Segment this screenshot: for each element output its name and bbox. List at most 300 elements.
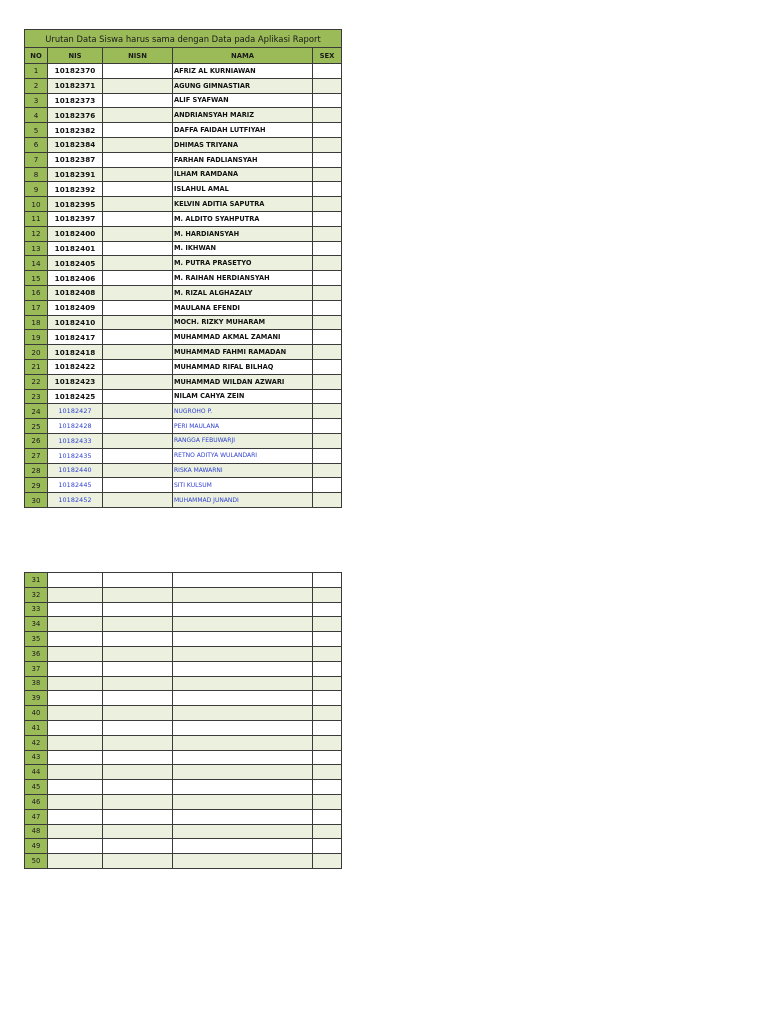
cell-nis[interactable]: 10182397	[48, 211, 103, 226]
cell-sex[interactable]	[313, 93, 342, 108]
cell-nis[interactable]	[48, 602, 103, 617]
cell-nisn[interactable]	[103, 64, 173, 79]
cell-nama[interactable]: MAULANA EFENDI	[173, 300, 313, 315]
cell-nisn[interactable]	[103, 345, 173, 360]
cell-no: 45	[25, 780, 48, 795]
cell-nis[interactable]: 10182452	[48, 493, 103, 508]
blank-row	[25, 765, 342, 780]
cell-nama[interactable]	[173, 794, 313, 809]
cell-nisn[interactable]	[103, 197, 173, 212]
table-row	[25, 389, 342, 404]
cell-nama[interactable]: AFRIZ AL KURNIAWAN	[173, 64, 313, 79]
cell-nis[interactable]: 10182427	[48, 404, 103, 419]
cell-nama[interactable]	[173, 646, 313, 661]
table-row	[25, 137, 342, 152]
cell-nisn[interactable]	[103, 809, 173, 824]
cell-no[interactable]: 17	[25, 300, 48, 315]
cell-nisn[interactable]	[103, 676, 173, 691]
cell-sex[interactable]	[313, 661, 342, 676]
cell-sex[interactable]	[313, 824, 342, 839]
cell-no[interactable]: 1	[25, 64, 48, 79]
cell-nama[interactable]: KELVIN ADITIA SAPUTRA	[173, 197, 313, 212]
cell-sex[interactable]	[313, 676, 342, 691]
cell-nama[interactable]: MUHAMMAD AKMAL ZAMANI	[173, 330, 313, 345]
cell-nisn[interactable]	[103, 478, 173, 493]
cell-sex[interactable]	[313, 587, 342, 602]
table-row	[25, 256, 342, 271]
cell-nis[interactable]	[48, 617, 103, 632]
cell-no: 36	[25, 646, 48, 661]
cell-no[interactable]: 6	[25, 137, 48, 152]
cell-nis[interactable]: 10182435	[48, 448, 103, 463]
table-row	[25, 123, 342, 138]
cell-nis[interactable]: 10182373	[48, 93, 103, 108]
cell-nama[interactable]	[173, 632, 313, 647]
cell-nis[interactable]	[48, 750, 103, 765]
blank-row	[25, 587, 342, 602]
cell-sex[interactable]	[313, 720, 342, 735]
cell-nis[interactable]	[48, 646, 103, 661]
cell-sex[interactable]	[313, 315, 342, 330]
cell-nisn[interactable]	[103, 285, 173, 300]
cell-nisn[interactable]	[103, 617, 173, 632]
cell-nama[interactable]	[173, 676, 313, 691]
cell-nisn[interactable]	[103, 433, 173, 448]
cell-no[interactable]: 19	[25, 330, 48, 345]
cell-nama[interactable]	[173, 824, 313, 839]
cell-nama[interactable]	[173, 854, 313, 869]
cell-sex[interactable]	[313, 152, 342, 167]
cell-nisn[interactable]	[103, 780, 173, 795]
table-row	[25, 345, 342, 360]
cell-nis[interactable]: 10182391	[48, 167, 103, 182]
cell-sex[interactable]	[313, 691, 342, 706]
table-row	[25, 463, 342, 478]
table-row	[25, 78, 342, 93]
cell-nama[interactable]: ALIF SYAFWAN	[173, 93, 313, 108]
cell-nisn[interactable]	[103, 93, 173, 108]
cell-sex[interactable]	[313, 448, 342, 463]
cell-nama[interactable]: ISLAHUL AMAL	[173, 182, 313, 197]
table-row	[25, 433, 342, 448]
cell-nisn[interactable]	[103, 152, 173, 167]
cell-nama[interactable]	[173, 735, 313, 750]
blank-row	[25, 750, 342, 765]
cell-no[interactable]: 18	[25, 315, 48, 330]
cell-nama[interactable]: FARHAN FADLIANSYAH	[173, 152, 313, 167]
cell-nama[interactable]	[173, 720, 313, 735]
cell-nisn[interactable]	[103, 448, 173, 463]
cell-nisn[interactable]	[103, 211, 173, 226]
cell-nama[interactable]: M. RIZAL ALGHAZALY	[173, 285, 313, 300]
cell-nama[interactable]	[173, 587, 313, 602]
cell-no[interactable]: 20	[25, 345, 48, 360]
cell-nisn[interactable]	[103, 735, 173, 750]
cell-sex[interactable]	[313, 646, 342, 661]
blank-row	[25, 706, 342, 721]
cell-no: 34	[25, 617, 48, 632]
cell-sex[interactable]	[313, 794, 342, 809]
cell-sex[interactable]	[313, 602, 342, 617]
cell-nama[interactable]	[173, 573, 313, 588]
cell-nis[interactable]: 10182408	[48, 285, 103, 300]
cell-nis[interactable]: 10182400	[48, 226, 103, 241]
cell-nama[interactable]: RANGGA FEBUWARJI	[173, 433, 313, 448]
cell-nis[interactable]: 10182395	[48, 197, 103, 212]
cell-sex[interactable]	[313, 706, 342, 721]
cell-no: 42	[25, 735, 48, 750]
cell-nama[interactable]: MUHAMMAD FAHMI RAMADAN	[173, 345, 313, 360]
cell-nis[interactable]: 10182423	[48, 374, 103, 389]
cell-nama[interactable]: NILAM CAHYA ZEIN	[173, 389, 313, 404]
cell-nis[interactable]	[48, 720, 103, 735]
cell-nis[interactable]	[48, 691, 103, 706]
cell-sex[interactable]	[313, 285, 342, 300]
cell-nis[interactable]: 10182433	[48, 433, 103, 448]
cell-nis[interactable]: 10182401	[48, 241, 103, 256]
cell-no[interactable]: 7	[25, 152, 48, 167]
cell-nisn[interactable]	[103, 691, 173, 706]
table-row	[25, 285, 342, 300]
cell-no: 35	[25, 632, 48, 647]
cell-sex[interactable]	[313, 256, 342, 271]
cell-no[interactable]: 13	[25, 241, 48, 256]
table-row	[25, 271, 342, 286]
cell-nis[interactable]	[48, 676, 103, 691]
cell-no: 44	[25, 765, 48, 780]
cell-nisn[interactable]	[103, 493, 173, 508]
cell-nis[interactable]: 10182392	[48, 182, 103, 197]
cell-sex[interactable]	[313, 433, 342, 448]
cell-nisn[interactable]	[103, 256, 173, 271]
cell-no: 49	[25, 839, 48, 854]
cell-nama[interactable]: RISKA MAWARNI	[173, 463, 313, 478]
cell-nisn[interactable]	[103, 137, 173, 152]
table-row	[25, 152, 342, 167]
cell-sex[interactable]	[313, 493, 342, 508]
cell-sex[interactable]	[313, 854, 342, 869]
cell-no[interactable]: 8	[25, 167, 48, 182]
cell-no[interactable]: 15	[25, 271, 48, 286]
cell-nisn[interactable]	[103, 271, 173, 286]
cell-nis[interactable]: 10182370	[48, 64, 103, 79]
cell-nis[interactable]: 10182418	[48, 345, 103, 360]
blank-row	[25, 691, 342, 706]
blank-row	[25, 794, 342, 809]
cell-nama[interactable]: MUHAMMAD JUNANDI	[173, 493, 313, 508]
cell-no: 50	[25, 854, 48, 869]
cell-nama[interactable]	[173, 765, 313, 780]
cell-sex[interactable]	[313, 64, 342, 79]
cell-nis[interactable]: 10182425	[48, 389, 103, 404]
cell-nama[interactable]: M. PUTRA PRASETYO	[173, 256, 313, 271]
cell-sex[interactable]	[313, 839, 342, 854]
cell-nis[interactable]	[48, 735, 103, 750]
cell-no[interactable]: 14	[25, 256, 48, 271]
cell-no: 48	[25, 824, 48, 839]
cell-no: 37	[25, 661, 48, 676]
cell-nis[interactable]	[48, 809, 103, 824]
cell-nis[interactable]: 10182406	[48, 271, 103, 286]
cell-sex[interactable]	[313, 197, 342, 212]
cell-nama[interactable]	[173, 661, 313, 676]
table-row	[25, 182, 342, 197]
cell-sex[interactable]	[313, 632, 342, 647]
cell-sex[interactable]	[313, 271, 342, 286]
cell-nis[interactable]: 10182384	[48, 137, 103, 152]
cell-nama[interactable]: DHIMAS TRIYANA	[173, 137, 313, 152]
cell-no[interactable]: 24	[25, 404, 48, 419]
cell-no[interactable]: 30	[25, 493, 48, 508]
cell-nisn[interactable]	[103, 108, 173, 123]
blank-row	[25, 617, 342, 632]
cell-sex[interactable]	[313, 419, 342, 434]
student-table	[24, 29, 342, 508]
blank-row	[25, 661, 342, 676]
cell-nis[interactable]: 10182440	[48, 463, 103, 478]
blank-row	[25, 646, 342, 661]
header-no: NO	[25, 48, 48, 64]
cell-nis[interactable]	[48, 632, 103, 647]
cell-nama[interactable]	[173, 839, 313, 854]
cell-sex[interactable]	[313, 573, 342, 588]
cell-nisn[interactable]	[103, 750, 173, 765]
table-row	[25, 448, 342, 463]
cell-no: 32	[25, 587, 48, 602]
blank-row	[25, 809, 342, 824]
cell-nis[interactable]: 10182382	[48, 123, 103, 138]
cell-nis[interactable]: 10182410	[48, 315, 103, 330]
cell-nama[interactable]: M. ALDITO SYAHPUTRA	[173, 211, 313, 226]
cell-no[interactable]: 3	[25, 93, 48, 108]
cell-nis[interactable]	[48, 765, 103, 780]
cell-no[interactable]: 29	[25, 478, 48, 493]
cell-nama[interactable]	[173, 602, 313, 617]
cell-nisn[interactable]	[103, 661, 173, 676]
cell-nisn[interactable]	[103, 404, 173, 419]
cell-nis[interactable]	[48, 661, 103, 676]
cell-sex[interactable]	[313, 389, 342, 404]
table-row	[25, 93, 342, 108]
cell-nis[interactable]: 10182409	[48, 300, 103, 315]
blank-row	[25, 676, 342, 691]
cell-sex[interactable]	[313, 345, 342, 360]
cell-nisn[interactable]	[103, 839, 173, 854]
cell-no: 43	[25, 750, 48, 765]
blank-row	[25, 573, 342, 588]
cell-sex[interactable]	[313, 108, 342, 123]
cell-sex[interactable]	[313, 182, 342, 197]
table-row	[25, 419, 342, 434]
cell-nis[interactable]	[48, 573, 103, 588]
cell-nisn[interactable]	[103, 78, 173, 93]
cell-nis[interactable]: 10182428	[48, 419, 103, 434]
cell-nama[interactable]	[173, 809, 313, 824]
cell-nisn[interactable]	[103, 463, 173, 478]
cell-nisn[interactable]	[103, 794, 173, 809]
cell-sex[interactable]	[313, 359, 342, 374]
cell-nama[interactable]	[173, 706, 313, 721]
cell-sex[interactable]	[313, 463, 342, 478]
cell-nisn[interactable]	[103, 389, 173, 404]
cell-nis[interactable]	[48, 587, 103, 602]
cell-nisn[interactable]	[103, 419, 173, 434]
cell-nisn[interactable]	[103, 587, 173, 602]
cell-no: 33	[25, 602, 48, 617]
table-row	[25, 226, 342, 241]
header-nis: NIS	[48, 48, 103, 64]
cell-no[interactable]: 12	[25, 226, 48, 241]
cell-nis[interactable]: 10182376	[48, 108, 103, 123]
cell-sex[interactable]	[313, 167, 342, 182]
blank-student-table	[24, 572, 342, 869]
cell-no[interactable]: 27	[25, 448, 48, 463]
cell-no[interactable]: 9	[25, 182, 48, 197]
cell-nis[interactable]: 10182387	[48, 152, 103, 167]
cell-no: 40	[25, 706, 48, 721]
cell-sex[interactable]	[313, 226, 342, 241]
table-row	[25, 404, 342, 419]
blank-row	[25, 780, 342, 795]
cell-nis[interactable]	[48, 780, 103, 795]
cell-sex[interactable]	[313, 330, 342, 345]
cell-nisn[interactable]	[103, 374, 173, 389]
cell-nama[interactable]: MOCH. RIZKY MUHARAM	[173, 315, 313, 330]
cell-sex[interactable]	[313, 123, 342, 138]
cell-sex[interactable]	[313, 750, 342, 765]
blank-row	[25, 720, 342, 735]
cell-nis[interactable]: 10182417	[48, 330, 103, 345]
cell-sex[interactable]	[313, 374, 342, 389]
cell-no: 46	[25, 794, 48, 809]
table-row	[25, 197, 342, 212]
cell-nama[interactable]: M. HARDIANSYAH	[173, 226, 313, 241]
cell-sex[interactable]	[313, 300, 342, 315]
cell-nisn[interactable]	[103, 573, 173, 588]
cell-nisn[interactable]	[103, 241, 173, 256]
cell-nisn[interactable]	[103, 315, 173, 330]
cell-nisn[interactable]	[103, 646, 173, 661]
cell-sex[interactable]	[313, 78, 342, 93]
cell-nisn[interactable]	[103, 632, 173, 647]
cell-nisn[interactable]	[103, 226, 173, 241]
cell-nama[interactable]: RETNO ADITYA WULANDARI	[173, 448, 313, 463]
header-row	[25, 48, 342, 64]
cell-sex[interactable]	[313, 211, 342, 226]
cell-no[interactable]: 22	[25, 374, 48, 389]
blank-row	[25, 602, 342, 617]
cell-nis[interactable]	[48, 824, 103, 839]
cell-sex[interactable]	[313, 617, 342, 632]
cell-no: 47	[25, 809, 48, 824]
cell-nama[interactable]	[173, 750, 313, 765]
cell-no[interactable]: 2	[25, 78, 48, 93]
cell-nama[interactable]: DAFFA FAIDAH LUTFIYAH	[173, 123, 313, 138]
table-row	[25, 300, 342, 315]
cell-sex[interactable]	[313, 241, 342, 256]
cell-nis[interactable]: 10182371	[48, 78, 103, 93]
cell-nis[interactable]	[48, 854, 103, 869]
table-row	[25, 493, 342, 508]
cell-nisn[interactable]	[103, 167, 173, 182]
cell-nisn[interactable]	[103, 602, 173, 617]
cell-no[interactable]: 16	[25, 285, 48, 300]
table-row	[25, 241, 342, 256]
header-sex: SEX	[313, 48, 342, 64]
header-nisn: NISN	[103, 48, 173, 64]
cell-nama[interactable]: ANDRIANSYAH MARIZ	[173, 108, 313, 123]
cell-nama[interactable]: MUHAMMAD RIFAL BILHAQ	[173, 359, 313, 374]
cell-nisn[interactable]	[103, 720, 173, 735]
cell-nis[interactable]	[48, 706, 103, 721]
cell-nisn[interactable]	[103, 765, 173, 780]
cell-sex[interactable]	[313, 809, 342, 824]
cell-nama[interactable]: PERI MAULANA	[173, 419, 313, 434]
cell-nisn[interactable]	[103, 123, 173, 138]
table-row	[25, 108, 342, 123]
cell-no[interactable]: 23	[25, 389, 48, 404]
cell-nama[interactable]: M. RAIHAN HERDIANSYAH	[173, 271, 313, 286]
cell-nis[interactable]: 10182422	[48, 359, 103, 374]
sheet-title: Urutan Data Siswa harus sama dengan Data pada Aplikasi Raport	[25, 30, 342, 48]
cell-nis[interactable]	[48, 794, 103, 809]
cell-sex[interactable]	[313, 478, 342, 493]
cell-nama[interactable]: SITI KULSUM	[173, 478, 313, 493]
cell-nis[interactable]: 10182405	[48, 256, 103, 271]
cell-nisn[interactable]	[103, 300, 173, 315]
cell-sex[interactable]	[313, 404, 342, 419]
cell-nama[interactable]	[173, 780, 313, 795]
cell-nama[interactable]	[173, 617, 313, 632]
cell-sex[interactable]	[313, 137, 342, 152]
cell-no: 41	[25, 720, 48, 735]
cell-nama[interactable]: MUHAMMAD WILDAN AZWARI	[173, 374, 313, 389]
cell-no[interactable]: 21	[25, 359, 48, 374]
cell-nisn[interactable]	[103, 359, 173, 374]
cell-no[interactable]: 11	[25, 211, 48, 226]
cell-sex[interactable]	[313, 735, 342, 750]
table-row	[25, 359, 342, 374]
cell-nisn[interactable]	[103, 182, 173, 197]
cell-nis[interactable]	[48, 839, 103, 854]
cell-nisn[interactable]	[103, 824, 173, 839]
cell-no[interactable]: 25	[25, 419, 48, 434]
cell-no[interactable]: 10	[25, 197, 48, 212]
cell-no: 39	[25, 691, 48, 706]
table-row	[25, 211, 342, 226]
cell-no[interactable]: 26	[25, 433, 48, 448]
blank-row	[25, 854, 342, 869]
cell-nama[interactable]	[173, 691, 313, 706]
cell-sex[interactable]	[313, 780, 342, 795]
cell-no: 31	[25, 573, 48, 588]
table-row	[25, 330, 342, 345]
cell-nisn[interactable]	[103, 854, 173, 869]
cell-no[interactable]: 5	[25, 123, 48, 138]
cell-nisn[interactable]	[103, 706, 173, 721]
cell-nama[interactable]: NUGROHO P.	[173, 404, 313, 419]
cell-no[interactable]: 4	[25, 108, 48, 123]
cell-nama[interactable]: AGUNG GIMNASTIAR	[173, 78, 313, 93]
cell-nisn[interactable]	[103, 330, 173, 345]
cell-sex[interactable]	[313, 765, 342, 780]
cell-nama[interactable]: M. IKHWAN	[173, 241, 313, 256]
cell-no[interactable]: 28	[25, 463, 48, 478]
cell-nis[interactable]: 10182445	[48, 478, 103, 493]
cell-nama[interactable]: ILHAM RAMDANA	[173, 167, 313, 182]
table-row	[25, 64, 342, 79]
table-row	[25, 167, 342, 182]
